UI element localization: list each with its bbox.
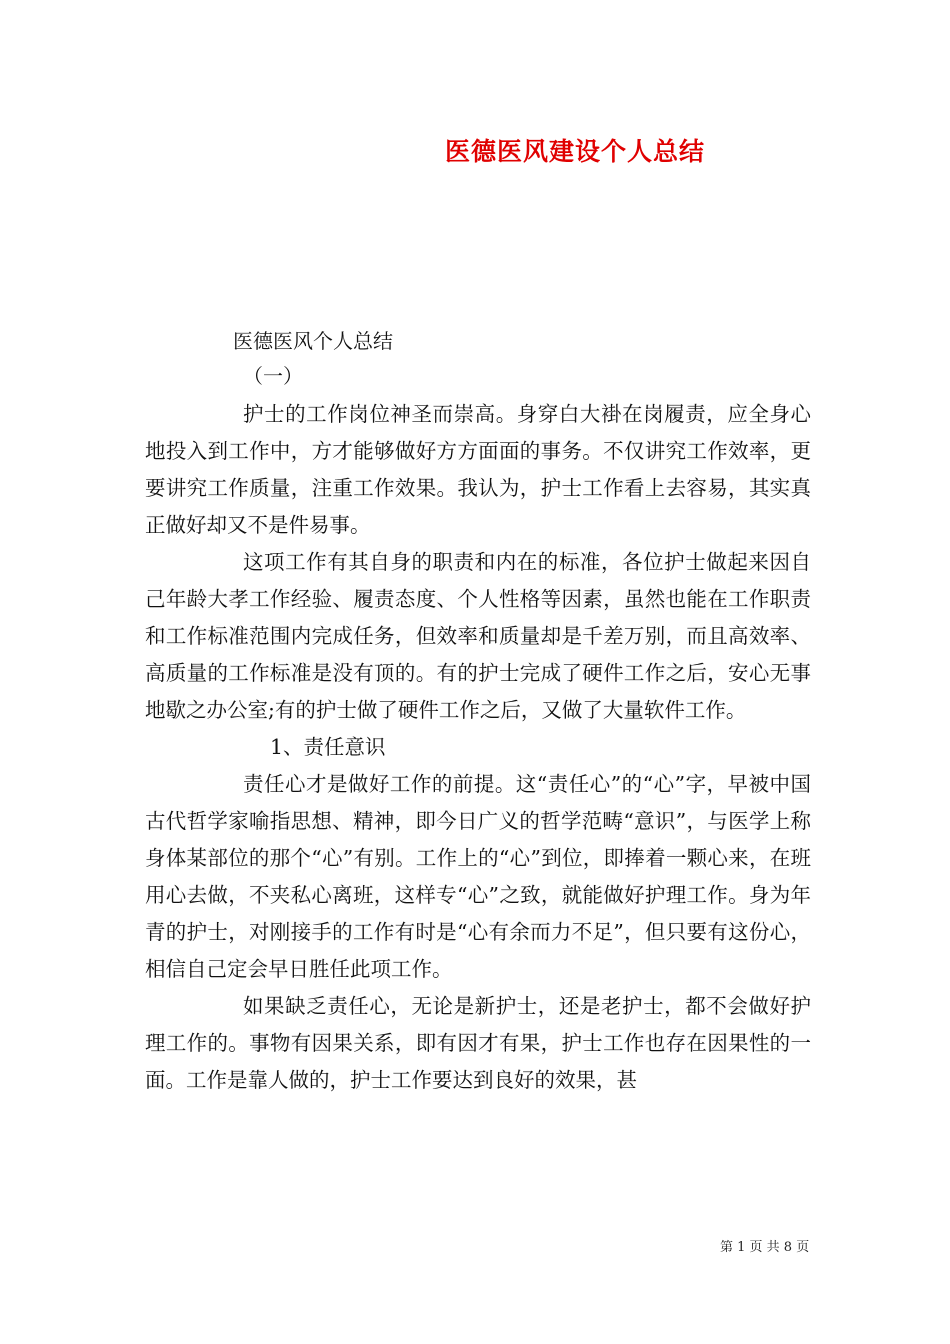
paragraph: 这项工作有其自身的职责和内在的标准，各位护士做起来因自己年龄大孝工作经验、履责态度、个人性格等因素，虽然也能在工作职责和工作标准范围内完成任务，但效率和质量却是千差万别，而且高效率、高质量的工作标准是没有顶的。有的护士完成了硬件工作之后，安心无事地歇之办公室;有的护士做了硬件工作之后，又做了大量软件工作。 bbox=[145, 550, 811, 722]
document-title: 医德医风建设个人总结 bbox=[445, 137, 706, 166]
paragraph: 如果缺乏责任心，无论是新护士，还是老护士，都不会做好护理工作的。事物有因果关系，即有因才有果，护士工作也存在因果性的一面。工作是靠人做的，护士工作要达到良好的效果，甚 bbox=[145, 994, 811, 1092]
document-subtitle: 医德医风个人总结 bbox=[233, 329, 393, 353]
paragraph: 责任心才是做好工作的前提。这“责任心”的“心”字，早被中国古代哲学家喻指思想、精神，即今日广义的哲学范畴“意识”，与医学上称身体某部位的那个“心”有别。工作上的“心”到位，即捧着一颗心来，在班用心去做，不夹私心离班，这样专“心”之致，就能做好护理工作。身为年青的护士，对刚接手的工作有时是“心有余而力不足”，但只要有这份心，相信自己定会早日胜任此项工作。 bbox=[145, 772, 811, 981]
section-number: （一） bbox=[243, 364, 303, 388]
page-footer: 第 1 页 共 8 页 bbox=[720, 1240, 810, 1255]
section-heading: 1、责任意识 bbox=[270, 735, 386, 759]
paragraph: 护士的工作岗位神圣而崇高。身穿白大褂在岗履责，应全身心地投入到工作中，方才能够做好方方面面的事务。不仅讲究工作效率，更要讲究工作质量，注重工作效果。我认为，护士工作看上去容易，其实真正做好却又不是件易事。 bbox=[145, 402, 811, 537]
body-text bbox=[145, 396, 811, 1099]
